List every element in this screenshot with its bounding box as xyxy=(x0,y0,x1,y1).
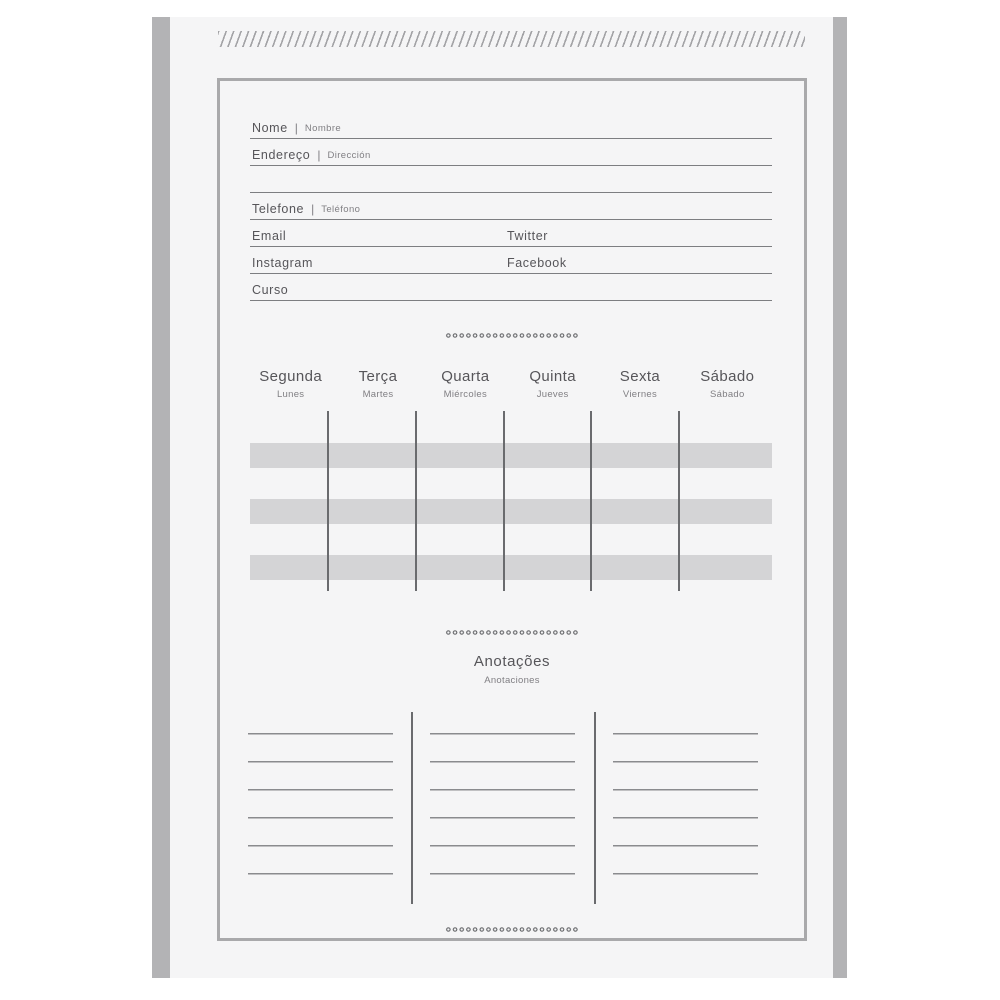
weekday-column-terca xyxy=(334,369,421,400)
page-frame xyxy=(217,78,807,941)
field-label-pt: Endereço xyxy=(252,147,311,162)
label-separator: | xyxy=(317,148,321,162)
table-column-divider xyxy=(415,411,417,591)
weekdays-header xyxy=(247,369,771,400)
field-row-address-line2 xyxy=(250,166,772,193)
hatch-border xyxy=(218,31,805,47)
right-edge-strip xyxy=(833,17,847,978)
weekday-label-es: Miércoles xyxy=(443,388,487,400)
weekday-label-es: Sábado xyxy=(710,388,745,400)
weekday-label-pt: Quarta xyxy=(441,368,490,385)
dotted-separator xyxy=(445,629,579,636)
notes-ruled-column xyxy=(613,712,758,904)
field-label-pt: Nome xyxy=(252,120,288,135)
notes-title-pt: Anotações xyxy=(473,653,551,670)
contact-fields xyxy=(250,112,772,301)
table-column-divider xyxy=(590,411,592,591)
weekday-column-sexta xyxy=(596,369,683,400)
field-row-email-twitter xyxy=(250,220,772,247)
field-label-es: Dirección xyxy=(327,149,371,161)
weekday-label-es: Lunes xyxy=(276,388,305,400)
notes-area xyxy=(248,712,760,904)
schedule-table xyxy=(250,411,772,591)
weekday-label-es: Martes xyxy=(362,388,394,400)
field-label-twitter: Twitter xyxy=(507,228,549,243)
field-row-endereco xyxy=(250,139,772,166)
table-column-divider xyxy=(327,411,329,591)
field-label-es: Teléfono xyxy=(321,203,361,215)
field-label-pt: Telefone xyxy=(252,201,305,216)
weekday-column-segunda xyxy=(247,369,334,400)
weekday-label-pt: Terça xyxy=(358,368,398,385)
field-label-curso: Curso xyxy=(252,282,289,297)
field-label-es: Nombre xyxy=(304,122,342,134)
table-column-divider xyxy=(503,411,505,591)
notes-ruled-column xyxy=(430,712,575,904)
notes-column-divider xyxy=(411,712,413,904)
dotted-separator xyxy=(445,926,579,933)
field-label-facebook: Facebook xyxy=(507,255,567,270)
weekday-label-pt: Sábado xyxy=(700,368,755,385)
field-row-telefone xyxy=(250,193,772,220)
notes-header xyxy=(220,653,804,686)
notes-ruled-column xyxy=(248,712,393,904)
weekday-column-quarta xyxy=(422,369,509,400)
field-row-nome xyxy=(250,112,772,139)
weekday-label-es: Jueves xyxy=(536,388,569,400)
weekday-label-pt: Quinta xyxy=(529,368,576,385)
weekday-label-pt: Segunda xyxy=(259,368,323,385)
dotted-separator xyxy=(445,332,579,339)
left-edge-strip xyxy=(152,17,170,978)
field-row-instagram-facebook xyxy=(250,247,772,274)
notes-column-divider xyxy=(594,712,596,904)
notebook-page xyxy=(152,17,847,978)
field-label-instagram: Instagram xyxy=(252,255,313,270)
table-column-divider xyxy=(678,411,680,591)
label-separator: | xyxy=(311,202,315,216)
weekday-column-quinta xyxy=(509,369,596,400)
weekday-column-sabado xyxy=(684,369,771,400)
field-row-curso xyxy=(250,274,772,301)
label-separator: | xyxy=(294,121,298,135)
field-label-email: Email xyxy=(252,228,287,243)
notes-title-es: Anotaciones xyxy=(484,675,540,686)
weekday-label-es: Viernes xyxy=(622,388,658,400)
weekday-label-pt: Sexta xyxy=(619,368,661,385)
